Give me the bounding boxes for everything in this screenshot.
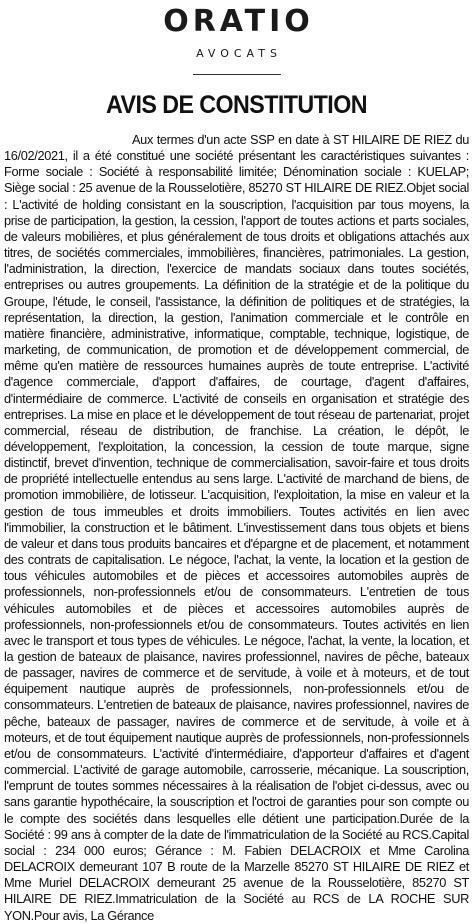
logo-subtitle: AVOCATS [196,47,282,60]
firm-logo [0,4,473,75]
notice-body: Aux termes d'un acte SSP en date à ST HILAIRE DE RIEZ du 16/02/2021, il a été constitué une société présentant les caractéristiques suivantes : Forme sociale : Société à responsabilité limitée; Dénomination sociale : KUELAP; Siège social : 25 avenue de la Rousselotière, 85270 ST HILAIRE DE RIEZ.Objet social : L'activité de holding consistant en la souscription, l'acquisition par tous moyens, la prise de participation, la gestion, la cession, l'apport de toutes actions et parts sociales, de valeurs mobilières, et plus généralement de tous droits et obligations attachés aux titres, de sociétés commerciales, immobilières, financières, patrimoniales. La gestion, l'administration, la direction, l'exercice de mandats sociaux dans toutes sociétés, entreprises ou autres groupements. La définition de la stratégie et de la politique du Groupe, l'étude, le conseil, l'assistance, la définition de politiques et de stratégies, la représentation, la direction, la gestion, l'animation commerciale et le contrôle en matière financière, administrative, informatique, comptable, technique, logistique, de marketing, de communication, de promotion et de développement commercial, de même qu'en matière de ressources humaines auprès de toute entreprise. L'activité d'agence commerciale, d'apport d'affaires, de courtage, d'agent d'affaires, d'intermédiaire de commerce. L'activité de conseils en organisation et stratégie des entreprises. La mise en place et le développement de tout réseau de partenariat, projet commercial, réseau de distribution, de franchise. La création, le dépôt, le développement, l'exploitation, la concession, la cession de toute marque, signe distinctif, brevet d'invention, technique de commercialisation, savoir-faire et tous droits de propriété intellectuelle entendus au sens large. L'activité de marchand de biens, de promotion immobilière, de lotisseur. L'acquisition, l'exploitation, la mise en valeur et la gestion de tous immeubles et droits immobiliers. Toutes activités en lien avec l'immobilier, la construction et le bâtiment. L'investissement dans tous objets et biens de valeur et dans tous produits bancaires et d'épargne et de placement, et notamment des contrats de capitalisation. Le négoce, l'achat, la vente, la location et la gestion de tous véhicules automobiles et de pièces et accessoires automobiles auprès de professionnels, non-professionnels et/ou de consommateurs. L'entretien de tous véhicules automobiles et de pièces et accessoires automobiles auprès de professionnels, non-professionnels et/ou de consommateurs. Toutes activités en lien avec le transport et tous types de véhicules. Le négoce, l'achat, la vente, la location, et la gestion de bateaux de plaisance, navires professionnel, navires de pêche, bateaux de passager, navires de commerce et de servitude, à voile et à moteurs, et de tout équipement nautique auprès de professionnels, non-professionnels et/ou de consommateurs. L'entretien de bateaux de plaisance, navires professionnel, navires de pêche, bateaux de passager, navires de commerce et de servitude, à voile et à moteurs, et de tout équipement nautique auprès de professionnels, non-professionnels et/ou de consommateurs. L'activité d'intermédiaire, d'apporteur d'affaires et d'agent commercial. L'activité de garage automobile, carrosserie, mécanique. La souscription, l'emprunt de toutes sommes nécessaires à la réalisation de l'objet ci-dessus, avec ou sans garantie hypothécaire, la souscription et l'octroi de garanties pour son compte ou le compte des sociétés dans lesquelles elle détient une participation.Durée de la Société : 99 ans à compter de la date de l'immatriculation de la Société au RCS.Capital social : 234 000 euros; Gérance : M. Fabien DELACROIX et Mme Carolina DELACROIX demeurant 107 B route de la Marzelle 85270 ST HILAIRE DE RIEZ et Mme Muriel DELACROIX demeurant 25 avenue de la Rousselotière, 85270 ST HILAIRE DE RIEZ.Immatriculation de la Société au RCS de LA ROCHE SUR YON.Pour avis, La Gérance [4,132,469,923]
logo-divider [193,74,281,75]
notice-title: AVIS DE CONSTITUTION [106,91,367,119]
logo-name: ORATIO [163,4,314,39]
